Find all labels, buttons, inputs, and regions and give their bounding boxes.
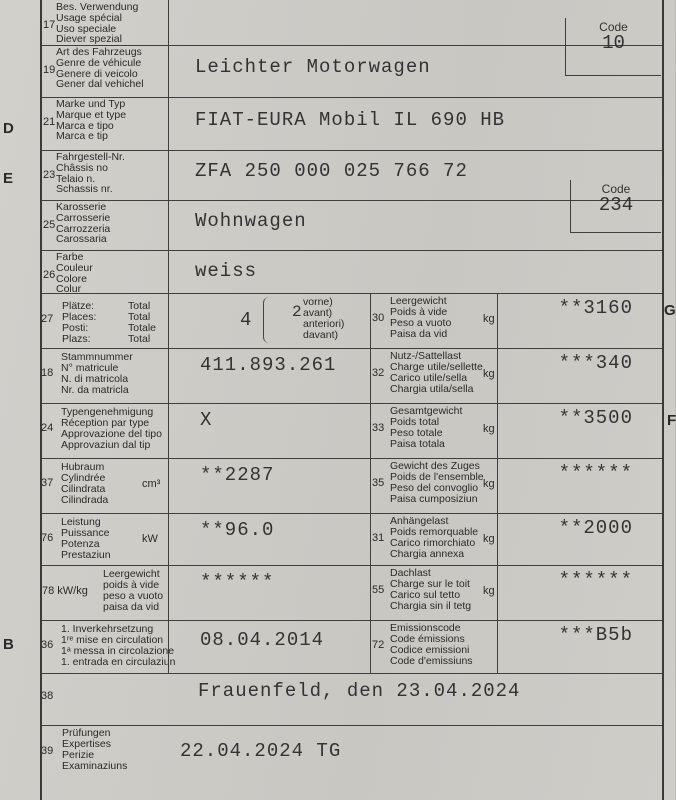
field-label: Dachlast: [390, 567, 431, 579]
field-label: Chargia utila/sella: [390, 383, 474, 395]
field-label: Hubraum: [61, 461, 105, 473]
field-label: 1ʳᵉ mise en circulation: [61, 634, 164, 646]
field-label: Peso del convoglio: [390, 482, 479, 494]
divider: [168, 403, 169, 458]
field-label: Codice emissioni: [390, 644, 470, 656]
field-label: Approvaziun dal tip: [61, 439, 151, 451]
field-label: Carico sul tetto: [390, 589, 461, 601]
field-number: 37: [41, 477, 54, 489]
field-label: Code d'emissiuns: [390, 655, 473, 667]
field-label: Farbe: [56, 251, 84, 263]
section-letter-D: D: [3, 120, 14, 137]
field-value: ******: [558, 569, 633, 591]
field-label: Approvazione del tipo: [61, 428, 162, 440]
field-value: 411.893.261: [200, 354, 337, 376]
field-number: 19: [43, 64, 56, 76]
field-number: 72: [372, 639, 385, 651]
field-number: 25: [43, 219, 56, 231]
field-row-25: [40, 200, 662, 251]
field-value: Wohnwagen: [195, 210, 307, 232]
divider: [168, 348, 169, 403]
field-label: Colore: [56, 272, 87, 285]
field-label: Marca e tip: [56, 130, 108, 143]
code-value: 10: [602, 32, 625, 54]
field-label: Leergewicht: [103, 568, 160, 580]
field-label: Totale: [128, 322, 157, 334]
field-label: Total: [128, 300, 151, 312]
field-label: Posti:: [62, 322, 89, 334]
field-label: Chargia annexa: [390, 548, 465, 560]
field-label: Carossaria: [56, 233, 107, 246]
field-label: Charge sur le toit: [390, 578, 470, 590]
field-number: 33: [372, 422, 385, 434]
unit-label: kg: [483, 533, 495, 545]
field-value: **3160: [558, 297, 633, 319]
unit-label: kg: [483, 478, 495, 490]
brace: [263, 297, 272, 343]
field-number: 27: [41, 313, 54, 325]
unit-label: kg: [483, 368, 495, 380]
front-seat-label: anteriori): [303, 318, 345, 330]
field-label: Poids de l'ensemble: [390, 471, 484, 483]
field-number: 17: [43, 19, 56, 31]
field-label: Genere di veicolo: [56, 67, 138, 80]
field-label: Gener dal vehichel: [56, 78, 144, 91]
field-number: 18: [41, 367, 54, 379]
front-seat-label: avant): [303, 307, 333, 319]
section-letter-B: B: [3, 636, 14, 653]
field-label: Plazs:: [62, 333, 91, 345]
divider: [370, 620, 371, 673]
field-label: Paisa da vid: [390, 328, 448, 340]
field-label: 1. Inverkehrsetzung: [61, 623, 154, 635]
divider: [497, 403, 498, 458]
field-value: weiss: [195, 259, 258, 282]
field-label: peso a vuoto: [103, 590, 164, 602]
field-label: Réception par type: [61, 417, 150, 429]
field-label: Code émissions: [390, 633, 465, 645]
field-value: **96.0: [200, 519, 275, 541]
field-label: Colur: [56, 283, 82, 296]
field-label: Perizie: [62, 749, 95, 761]
field-label: Places:: [62, 311, 97, 323]
field-label: Potenza: [61, 538, 100, 550]
field-label: Uso speciale: [56, 22, 117, 35]
field-number: 24: [41, 422, 54, 434]
field-label: Poids remorquable: [390, 526, 479, 538]
section-letter-F: F: [667, 412, 676, 429]
field-label: poids à vide: [103, 579, 160, 591]
field-value: **2287: [200, 464, 275, 486]
divider: [370, 565, 371, 620]
field-label: N° matricule: [61, 362, 119, 374]
divider: [168, 200, 169, 250]
divider: [168, 293, 169, 348]
field-value: ZFA 250 000 025 766 72: [195, 160, 468, 182]
field-label: Leergewicht: [390, 295, 447, 307]
field-label: Karosserie: [56, 201, 107, 213]
field-label: Total: [128, 311, 151, 323]
field-label: Gesamtgewicht: [390, 405, 463, 417]
divider: [370, 403, 371, 458]
field-label: Emissionscode: [390, 622, 461, 634]
place-date-value: Frauenfeld, den 23.04.2024: [198, 680, 521, 702]
total-seats-value: 4: [240, 309, 253, 331]
field-value: X: [200, 409, 213, 431]
inspection-value: 22.04.2024 TG: [180, 740, 342, 762]
field-label: Paisa cumposiziun: [390, 493, 478, 505]
field-row-26: [40, 250, 662, 294]
field-number: 36: [41, 639, 54, 651]
code-box: [565, 18, 661, 76]
divider: [497, 348, 498, 403]
field-value: **3500: [558, 407, 633, 429]
field-label: Marca e tipo: [56, 119, 114, 132]
field-label: Poids total: [390, 416, 440, 428]
field-label: Cylindrée: [61, 472, 106, 484]
field-number: 39: [41, 745, 54, 757]
field-value: **2000: [558, 517, 633, 539]
field-number: 35: [372, 477, 385, 489]
divider: [370, 513, 371, 565]
section-letter-G: G: [664, 302, 676, 319]
field-number: 30: [372, 312, 385, 324]
field-number: 78 kW/kg: [42, 585, 88, 597]
field-label: Genre de véhicule: [56, 56, 142, 69]
divider: [168, 0, 169, 45]
divider: [168, 458, 169, 513]
field-label: Chargia sin il tetg: [390, 600, 472, 612]
unit-label: kW: [142, 533, 158, 545]
field-label: Prüfungen: [62, 727, 111, 739]
divider: [168, 565, 169, 620]
field-number: 21: [43, 116, 56, 128]
unit-label: cm³: [142, 478, 161, 490]
field-number: 23: [43, 169, 56, 181]
field-label: Telaio n.: [56, 172, 96, 185]
field-label: Usage spécial: [56, 11, 122, 24]
field-label: Carico utile/sella: [390, 372, 468, 384]
field-number: 26: [43, 269, 56, 281]
code-label: Code: [601, 182, 631, 196]
field-label: Anhängelast: [390, 515, 449, 527]
section-letter-E: E: [3, 170, 14, 187]
field-label: Total: [128, 333, 151, 345]
field-label: Art des Fahrzeugs: [56, 46, 142, 58]
field-label: Plätze:: [62, 300, 95, 312]
divider: [497, 293, 498, 348]
divider: [370, 458, 371, 513]
code-box: [570, 180, 661, 233]
field-label: Leistung: [61, 516, 101, 528]
divider: [168, 97, 169, 150]
field-label: Paisa totala: [390, 438, 445, 450]
field-label: Stammnummer: [61, 351, 133, 363]
field-label: Typengenehmigung: [61, 406, 154, 418]
field-number: 31: [372, 532, 385, 544]
field-value: 08.04.2014: [200, 629, 325, 651]
divider: [497, 458, 498, 513]
field-value: Leichter Motorwagen: [195, 56, 431, 78]
code-value: 234: [598, 194, 634, 216]
divider: [497, 565, 498, 620]
field-label: Examinaziuns: [62, 760, 128, 772]
field-label: Carrosserie: [56, 211, 111, 224]
divider: [168, 513, 169, 565]
field-label: N. di matricola: [61, 373, 129, 385]
field-label: Expertises: [62, 738, 112, 750]
divider: [497, 620, 498, 673]
field-label: Marque et type: [56, 108, 127, 121]
field-label: Charge utile/sellette: [390, 361, 483, 373]
field-label: Carico rimorchiato: [390, 537, 476, 549]
field-label: Gewicht des Zuges: [390, 460, 480, 472]
field-number: 76: [41, 532, 54, 544]
field-value: ******: [200, 571, 275, 593]
field-number: 32: [372, 367, 385, 379]
divider: [168, 150, 169, 200]
field-value: ***B5b: [558, 624, 633, 646]
unit-label: kg: [483, 585, 495, 597]
field-label: Peso totale: [390, 427, 443, 439]
unit-label: kg: [483, 313, 495, 325]
field-label: Carrozzeria: [56, 222, 111, 235]
front-seats-value: 2: [292, 303, 303, 321]
divider: [168, 250, 169, 293]
field-label: Cilindrada: [61, 494, 109, 506]
field-label: Puissance: [61, 527, 110, 539]
front-seat-label: davant): [303, 329, 339, 341]
field-number: 55: [372, 584, 385, 596]
field-label: paisa da vid: [103, 601, 160, 613]
field-label: Diever spezial: [56, 33, 122, 46]
divider: [168, 620, 169, 673]
field-label: Châssis no: [56, 161, 108, 174]
field-label: Poids à vide: [390, 306, 448, 318]
field-label: Fahrgestell-Nr.: [56, 151, 125, 163]
field-label: Schassis nr.: [56, 183, 113, 196]
field-label: Nutz-/Sattellast: [390, 350, 462, 362]
field-label: Bes. Verwendung: [56, 1, 139, 13]
field-label: Peso a vuoto: [390, 317, 452, 329]
field-label: Cilindrata: [61, 483, 106, 495]
field-label: Marke und Typ: [56, 98, 126, 110]
field-value: ******: [558, 462, 633, 484]
code-label: Code: [599, 20, 628, 34]
divider: [168, 45, 169, 97]
field-value: ***340: [558, 352, 633, 374]
unit-label: kg: [483, 423, 495, 435]
field-label: Prestaziun: [61, 549, 111, 561]
field-label: Couleur: [56, 261, 93, 274]
field-number: 38: [41, 690, 54, 702]
divider: [370, 293, 371, 348]
field-value: FIAT-EURA Mobil IL 690 HB: [195, 108, 506, 131]
divider: [370, 348, 371, 403]
divider: [497, 513, 498, 565]
field-label: 1. entrada en circulaziun: [61, 656, 176, 668]
front-seat-label: vorne): [303, 296, 333, 308]
field-label: Nr. da matricla: [61, 384, 129, 396]
field-label: 1ᵃ messa in circolazione: [61, 645, 175, 657]
